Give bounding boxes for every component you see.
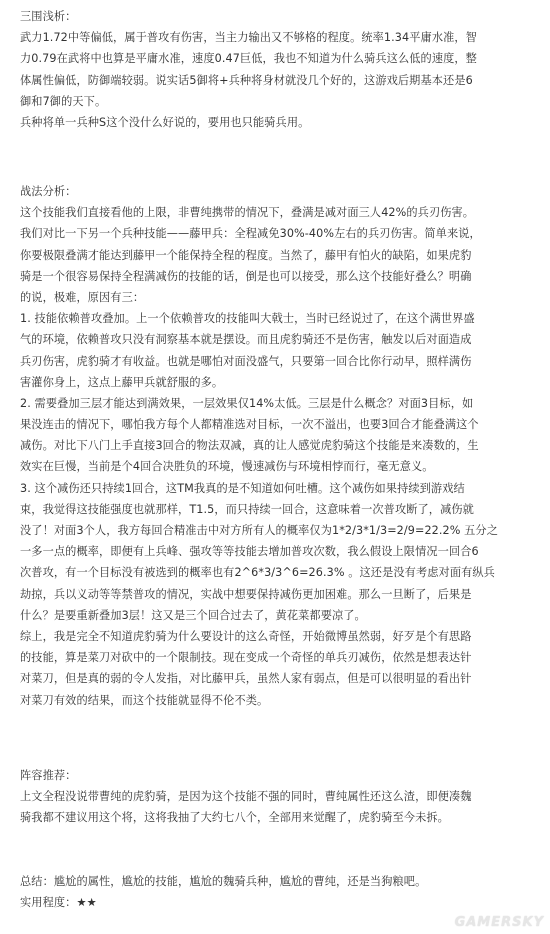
text-line: 这个技能我们直接看他的上限，非曹纯携带的情况下，叠满是减对面三人42%的兵刃伤害。 [20, 206, 475, 220]
text-line: 力0.79在武将中也算是平庸水准，速度0.47巨低，我也不知道为什么骑兵这么低的速度，整 [20, 52, 477, 66]
text-line: 1. 技能依赖普攻叠加。上一个依赖普攻的技能叫大戟士，当时已经说过了，在这个满世界盛 [20, 312, 475, 326]
text-line: 体属性偏低，防御端较弱。说实话5御将+兵种将身材就没几个好的，这游戏后期基本还是6 [20, 73, 473, 87]
text-line: 果没连击的情况下，哪怕我方每个人都精准选对目标，一次不溢出，也要3回合才能叠满这个 [20, 418, 479, 432]
text-line: 对菜刀，但是真的弱的令人发指，对比藤甲兵，虽然人家有弱点，但是可以很明显的看出针 [20, 672, 472, 686]
text-line: 气的环境，依赖普攻只没有洞察基本就是摆设。而且虎豹骑还不是伤害，触发以后对面造成 [20, 333, 472, 347]
text-line: 一多一点的概率，即便有上兵峰、强攻等等技能去增加普攻次数，我么假设上限情况一回合6 [20, 545, 479, 559]
text-line: 劫掠，兵以义动等等禁普攻的情况，实战中想要保持减伤更加困难。那么一旦断了，后果是 [20, 587, 472, 601]
section-heading: 战法分析： [20, 185, 77, 198]
section-stats-analysis [20, 6, 534, 133]
text-line: 没了！对面3个人，我方每回合精准击中对方所有人的概率仅为1*2/3*1/3=2/9=22.2% 五分之 [20, 524, 499, 537]
text-line: 我们对比一下另一个兵种技能——藤甲兵：全程减免30%-40%左右的兵刃伤害。简单来说， [20, 227, 481, 241]
text-line: 3. 这个减伤还只持续1回合，这TM我真的是不知道如何吐槽。这个减伤如果持续到游戏结 [20, 481, 465, 495]
section-lineup-recommendation [20, 765, 534, 829]
text-line: 兵刃伤害，虎豹骑才有收益。也就是哪怕对面没盛气，只要第一回合比你行动早，照样满伤 [20, 354, 472, 368]
text-line: 骑我都不建议用这个将，这将我抽了大约七八个，全部用来觉醒了，虎豹骑至今未拆。 [20, 811, 449, 825]
text-line: 减伤。对比下八门上手直接3回合的物法双减，真的让人感觉虎豹骑这个技能是来凑数的，生 [20, 439, 479, 453]
section-heading: 三围浅析： [20, 10, 77, 23]
text-line: 武力1.72中等偏低，属于普攻有伤害，当主力输出又不够格的程度。统率1.34平庸水准，智 [20, 31, 477, 45]
text-line: 上文全程没说带曹纯的虎豹骑，是因为这个技能不强的同时，曹纯属性还这么渣，即便凑魏 [20, 790, 472, 804]
text-line: 的技能，算是菜刀对砍中的一个限制技。现在变成一个奇怪的单兵刃减伤，依然是想表达针 [20, 651, 472, 665]
text-line: 2. 需要叠加三层才能达到满效果，一层效果仅14%太低。三层是什么概念？对面3目标，如 [20, 396, 474, 410]
text-line: 综上，我是完全不知道虎豹骑为什么要设计的这么奇怪，开始微博虽然弱，好歹是个有思路 [20, 629, 472, 643]
text-line: 束，我觉得这技能强度也就那样，T1.5，而只持续一回合，这意味着一次普攻断了，减伤就 [20, 502, 474, 516]
text-line: 你要极限叠满才能达到藤甲一个能保持全程的程度。当然了，藤甲有怕火的缺陷，如果虎豹 [20, 248, 472, 262]
gamersky-watermark: GAMERSKY [454, 915, 544, 930]
text-line: 对菜刀有效的结果，而这个技能就显得不伦不类。 [20, 693, 269, 707]
text-line: 骑是一个很容易保持全程满减伤的技能的话，倒是也可以接受，那么这个技能好叠么？明确 [20, 269, 472, 283]
text-line: 实用程度：★★ [20, 896, 97, 910]
section-heading: 阵容推荐： [20, 769, 77, 782]
text-line: 次普攻，有一个目标没有被选到的概率也有2^6*3/3^6=26.3% 。这还是没有考虑对面有纵兵 [20, 566, 495, 580]
text-line: 什么？是要重新叠加3层！这又是三个回合过去了，黄花菜都要凉了。 [20, 608, 366, 622]
text-line: 效实在巨慢，当前是个4回合决胜负的环境，慢速减伤与环境相悖而行，毫无意义。 [20, 460, 434, 474]
text-line: 御和7御的天下。 [20, 94, 107, 108]
text-line: 的说，极难，原因有三： [20, 290, 145, 304]
section-skill-analysis [20, 181, 534, 711]
section-heading: 总结：尴尬的属性，尴尬的技能，尴尬的魏骑兵种，尴尬的曹纯，还是当狗粮吧。 [20, 875, 427, 888]
section-summary [20, 871, 534, 913]
text-line: 害灌你身上，这点上藤甲兵就舒服的多。 [20, 375, 224, 389]
text-line: 兵种将单一兵种S这个没什么好说的，要用也只能骑兵用。 [20, 115, 310, 129]
